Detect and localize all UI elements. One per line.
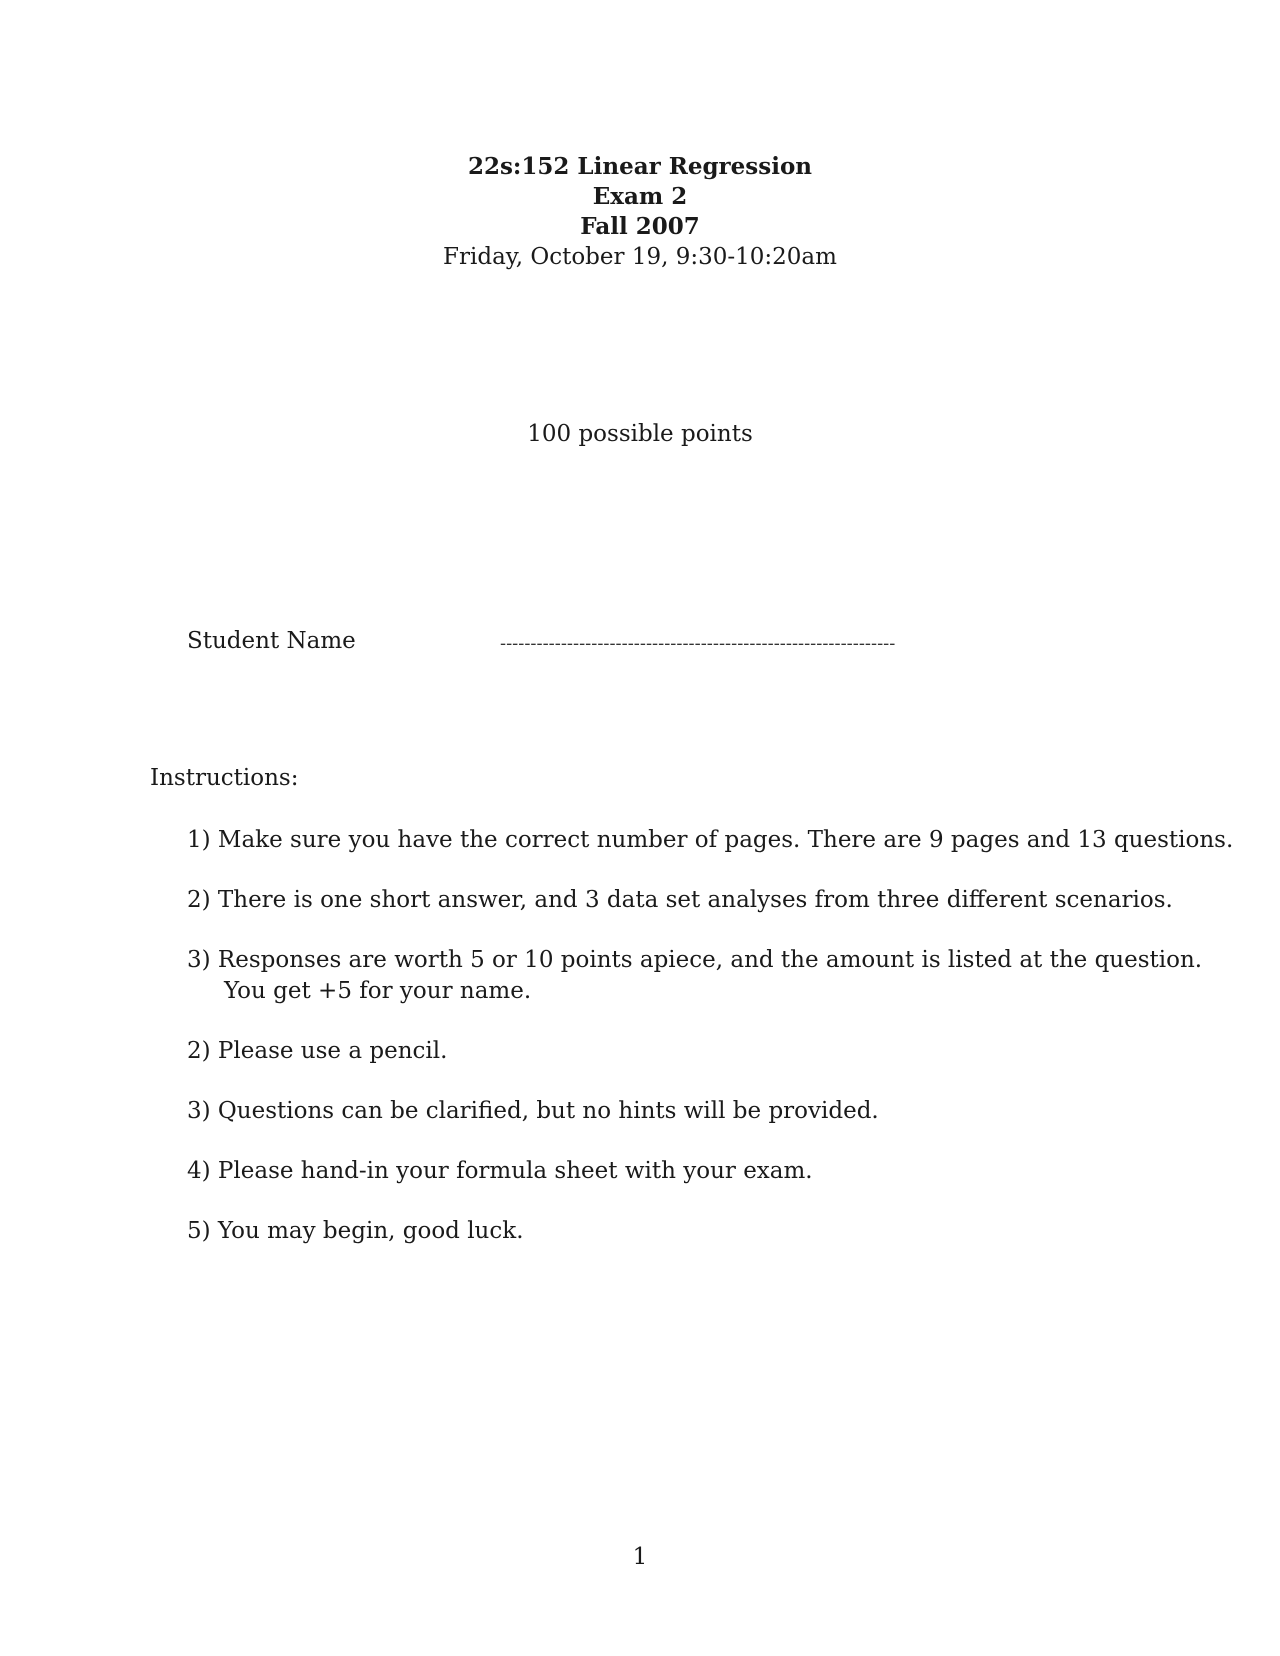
instruction-text: 5) You may begin, good luck. (187, 1218, 524, 1244)
instruction-item (187, 1156, 1187, 1187)
instruction-text: 1) Make sure you have the correct number of pages. There are 9 pages and 13 questions. (187, 827, 1234, 853)
instruction-text: 3) Questions can be clarified, but no hints will be provided. (187, 1098, 879, 1124)
instruction-item (187, 1096, 1187, 1127)
student-name-blank[interactable]: ----------------------------------------------------------------- (500, 633, 896, 654)
student-name-label: Student Name (187, 628, 356, 654)
course-title: 22s:152 Linear Regression (467, 153, 813, 180)
exam-term: Fall 2007 (580, 213, 700, 240)
instructions-heading: Instructions: (150, 765, 299, 791)
instruction-item (187, 1216, 1187, 1247)
instruction-item (187, 945, 1203, 1007)
exam-datetime: Friday, October 19, 9:30-10:20am (443, 244, 837, 270)
instruction-item (187, 1036, 1187, 1067)
exam-header (0, 152, 1280, 272)
instruction-text: 2) There is one short answer, and 3 data set analyses from three different scenarios. (187, 887, 1173, 913)
instruction-text: 3) Responses are worth 5 or 10 points apiece, and the amount is listed at the question. (187, 947, 1203, 973)
instructions-list (187, 825, 1234, 1276)
instruction-item (187, 825, 1234, 856)
instruction-text: 4) Please hand-in your formula sheet with your exam. (187, 1158, 813, 1184)
instruction-item (187, 885, 1187, 916)
possible-points: 100 possible points (527, 421, 753, 447)
instruction-text: 2) Please use a pencil. (187, 1038, 448, 1064)
exam-title: Exam 2 (592, 183, 688, 210)
instruction-continuation: You get +5 for your name. (224, 978, 532, 1004)
page-number: 1 (632, 1544, 648, 1570)
